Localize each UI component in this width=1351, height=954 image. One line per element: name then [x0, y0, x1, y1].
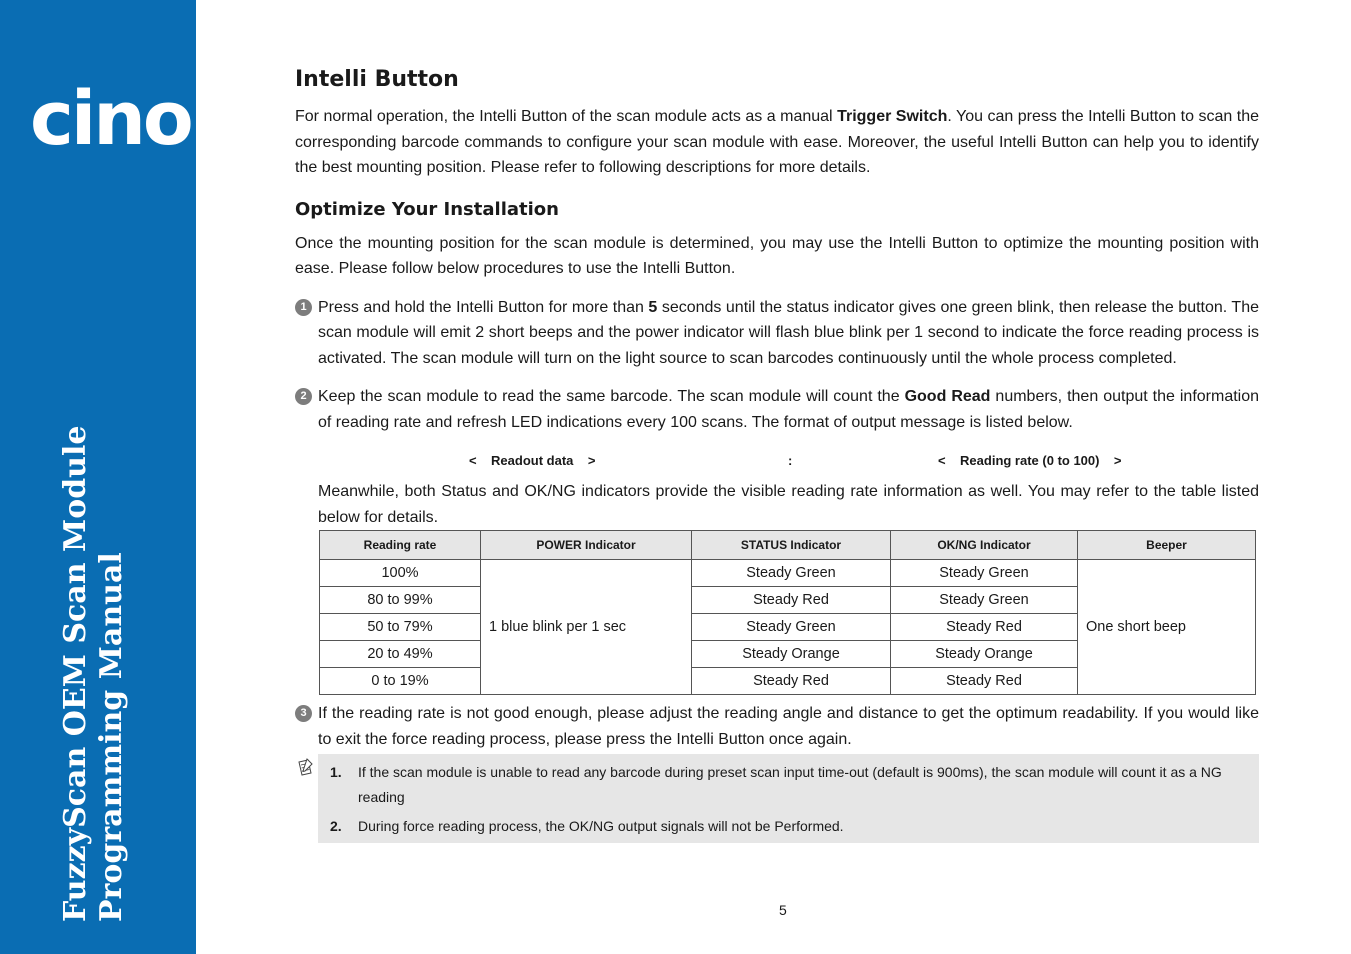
step-number-icon: 3	[295, 705, 312, 722]
table-row	[320, 560, 1256, 587]
cell-rate: 80 to 99%	[320, 587, 481, 614]
manual-title-line2: Programming Manual	[94, 552, 129, 922]
cell-okng: Steady Green	[891, 587, 1078, 614]
step-2-text-a: Keep the scan module to read the same barcode. The scan module will count the	[318, 388, 905, 405]
col-beeper: Beeper	[1078, 531, 1256, 560]
cell-okng: Steady Red	[891, 614, 1078, 641]
format-rate: < Reading rate (0 to 100) >	[938, 453, 1122, 468]
step-3	[295, 701, 1259, 752]
note-box	[318, 754, 1259, 843]
col-power: POWER Indicator	[481, 531, 692, 560]
intro-bold: Trigger Switch	[837, 108, 948, 125]
cell-power: 1 blue blink per 1 sec	[481, 560, 692, 695]
cell-status: Steady Red	[692, 668, 891, 695]
note-item-2	[330, 814, 1251, 839]
col-status: STATUS Indicator	[692, 531, 891, 560]
step-number-icon: 2	[295, 388, 312, 405]
cell-status: Steady Red	[692, 587, 891, 614]
meanwhile-text: Meanwhile, both Status and OK/NG indicators provide the visible reading rate information as well. You may refer to the table listed below for details.	[318, 483, 1259, 526]
logo-text: cino	[30, 76, 191, 162]
cell-okng: Steady Red	[891, 668, 1078, 695]
note-text: During force reading process, the OK/NG output signals will not be Performed.	[358, 818, 844, 834]
note-text: If the scan module is unable to read any barcode during preset scan input time-out (default is 900ms), the scan module will count it as a NG reading	[358, 764, 1222, 805]
output-format	[295, 449, 1259, 475]
cino-logo	[30, 65, 204, 162]
cell-rate: 50 to 79%	[320, 614, 481, 641]
cell-rate: 0 to 19%	[320, 668, 481, 695]
note-number: 2.	[330, 818, 342, 834]
step-number-icon: 1	[295, 299, 312, 316]
step-2-text-b: numbers, then output the information of reading rate and refresh LED indications every 100 scans. The format of output message is listed below.	[318, 388, 1260, 431]
cell-status: Steady Orange	[692, 641, 891, 668]
section-title: Intelli Button	[295, 67, 459, 92]
cell-okng: Steady Orange	[891, 641, 1078, 668]
step-1-text-b: seconds until the status indicator gives one green blink, then release the button. The scan module will emit 2 short beeps and the power indicator will flash blue blink per 1 second to indicate the force reading process is activated. The scan module will turn on the light source to scan barcodes continuously until the whole process completed.	[318, 298, 1259, 367]
step-1	[295, 295, 1259, 372]
cell-beeper: One short beep	[1078, 560, 1256, 695]
indicator-table	[319, 530, 1256, 695]
subsection-title: Optimize Your Installation	[295, 198, 559, 220]
note-number: 1.	[330, 764, 342, 780]
cell-okng: Steady Green	[891, 560, 1078, 587]
step-1-text-a: Press and hold the Intelli Button for more than	[318, 298, 649, 316]
format-readout: < Readout data >	[469, 453, 596, 468]
cell-rate: 100%	[320, 560, 481, 587]
table-header-row	[320, 531, 1256, 560]
intro-text-b: . You can press the Intelli Button to scan the corresponding barcode commands to configure your scan module with ease. Moreover, the useful Intelli Button can help you to identify the best mounting position. Please refer to following descriptions for more details.	[295, 108, 1259, 176]
note-item-1	[330, 760, 1251, 810]
cell-status: Steady Green	[692, 560, 891, 587]
step-1-bold: 5	[648, 298, 658, 316]
page-content	[295, 64, 1259, 843]
manual-title	[58, 426, 130, 922]
subsection-intro: Once the mounting position for the scan module is determined, you may use the Intelli Button to optimize the mounting position with ease. Please follow below procedures to use the Intelli Button.	[295, 234, 1259, 277]
sidebar	[0, 0, 204, 954]
step-3-text: If the reading rate is not good enough, please adjust the reading angle and distance to get the optimum readability. If you would like to exit the force reading process, please press the Intelli Button once again.	[318, 705, 1259, 748]
col-okng: OK/NG Indicator	[891, 531, 1078, 560]
step-2	[295, 384, 1259, 435]
cell-status: Steady Green	[692, 614, 891, 641]
note-pencil-icon	[296, 758, 314, 778]
step-2-bold: Good Read	[904, 388, 991, 405]
intro-text-a: For normal operation, the Intelli Button of the scan module acts as a manual	[295, 108, 838, 125]
manual-title-line1: FuzzyScan OEM Scan Module	[58, 425, 93, 922]
col-reading-rate: Reading rate	[320, 531, 481, 560]
section-intro	[295, 104, 1259, 181]
format-separator: :	[788, 453, 793, 468]
page-number: 5	[779, 902, 787, 918]
cell-rate: 20 to 49%	[320, 641, 481, 668]
registered-mark: ®	[194, 65, 204, 76]
